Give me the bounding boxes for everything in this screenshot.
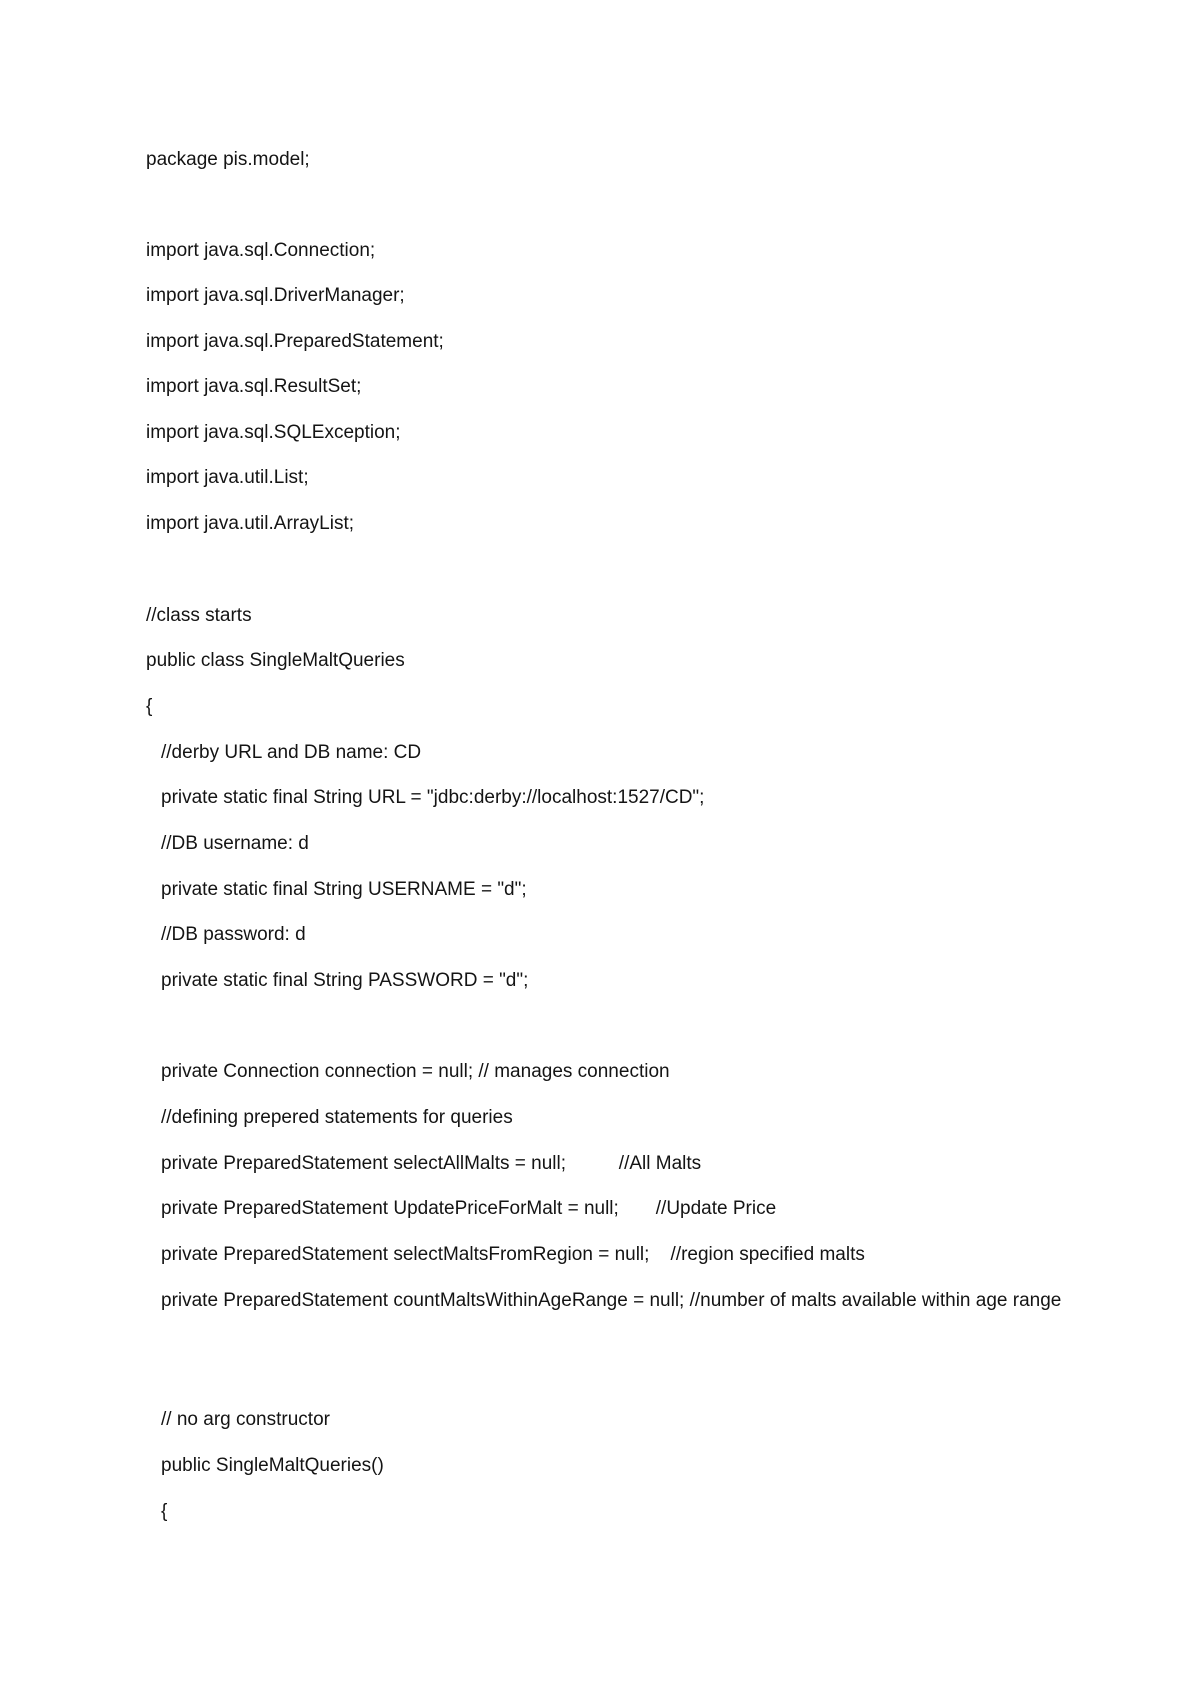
import-line: import java.util.ArrayList; [146, 513, 355, 534]
constructor-open-brace: { [161, 1501, 168, 1522]
wrapped-statement-text: private PreparedStatement countMaltsWithinAgeRange = null; //number of malts available within age range [161, 1290, 1062, 1311]
import-line: import java.sql.ResultSet; [146, 376, 362, 397]
class-declaration: public class SingleMaltQueries [146, 650, 405, 671]
constructor-declaration: public SingleMaltQueries() [161, 1455, 384, 1476]
import-line: import java.sql.DriverManager; [146, 285, 405, 306]
statement-line: private Connection connection = null; // manages connection [161, 1061, 670, 1082]
class-open-brace: { [146, 696, 153, 717]
import-line: import java.util.List; [146, 467, 309, 488]
import-line: import java.sql.SQLException; [146, 422, 401, 443]
field-line: //derby URL and DB name: CD [161, 742, 422, 763]
class-comment: //class starts [146, 605, 252, 626]
field-line: private static final String URL = "jdbc:derby://localhost:1527/CD"; [161, 787, 705, 808]
field-line: private static final String USERNAME = "d"; [161, 879, 527, 900]
wrapped-statement [146, 1286, 1066, 1316]
constructor-comment: // no arg constructor [161, 1409, 330, 1430]
field-line: //DB username: d [161, 833, 309, 854]
field-line: private static final String PASSWORD = "d"; [161, 970, 529, 991]
statement-line: private PreparedStatement selectAllMalts = null; //All Malts [161, 1153, 702, 1174]
field-line: //DB password: d [161, 924, 306, 945]
statement-line: private PreparedStatement selectMaltsFromRegion = null; //region specified malts [161, 1244, 865, 1265]
statement-line: //defining prepered statements for queries [161, 1107, 513, 1128]
package-line: package pis.model; [146, 149, 310, 170]
import-line: import java.sql.PreparedStatement; [146, 331, 444, 352]
import-line: import java.sql.Connection; [146, 240, 376, 261]
statement-line: private PreparedStatement UpdatePriceForMalt = null; //Update Price [161, 1198, 777, 1219]
